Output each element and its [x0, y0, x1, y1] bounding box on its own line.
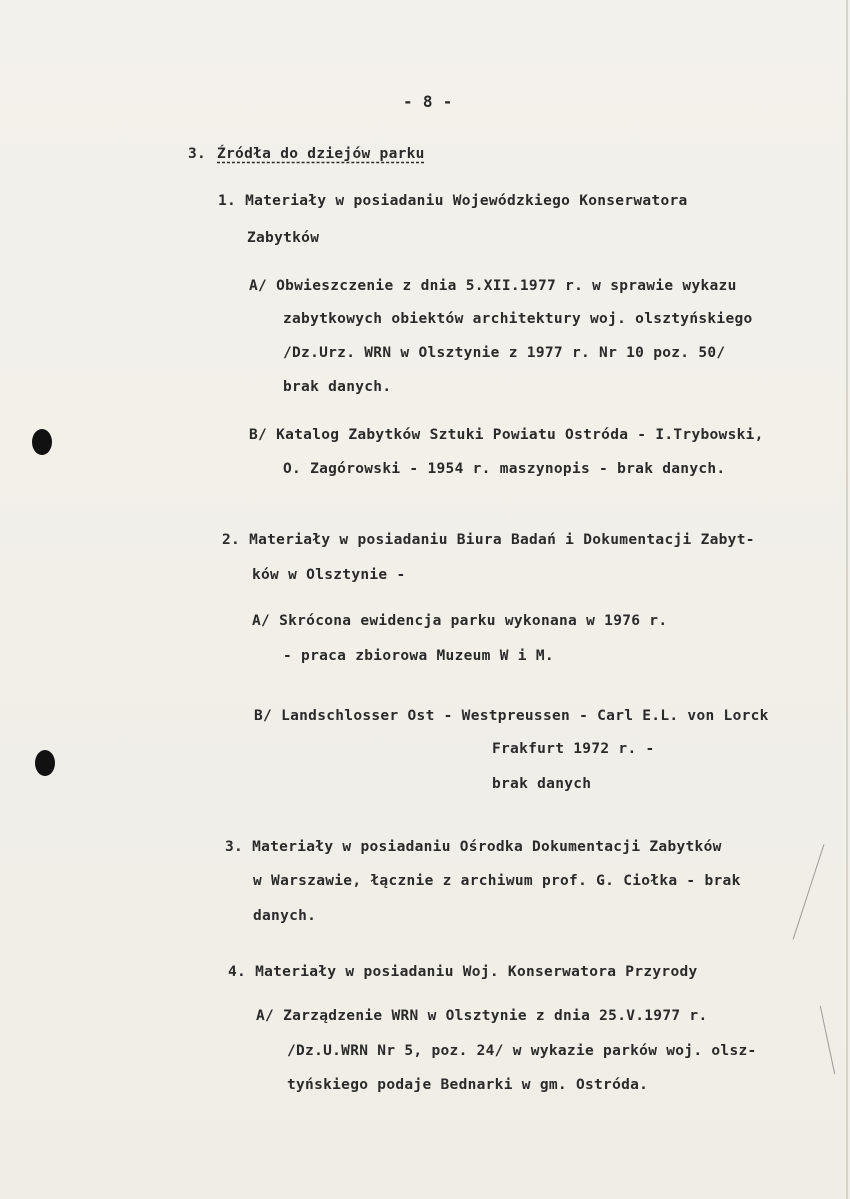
section-title: Źródła do dziejów parku: [217, 146, 425, 162]
item-4a-line-2: /Dz.U.WRN Nr 5, poz. 24/ w wykazie parków woj. olsz-: [287, 1043, 757, 1059]
item-2a-line-2: - praca zbiorowa Muzeum W i M.: [283, 648, 554, 664]
item-1b-line-1: B/ Katalog Zabytków Sztuki Powiatu Ostróda - I.Trybowski,: [249, 427, 764, 443]
punch-hole-top: [32, 429, 52, 455]
item-4-line-1: 4. Materiały w posiadaniu Woj. Konserwatora Przyrody: [228, 964, 698, 980]
item-3-line-1: 3. Materiały w posiadaniu Ośrodka Dokumentacji Zabytków: [225, 839, 722, 855]
item-1-line-2: Zabytków: [247, 230, 320, 246]
item-2b-line-3: brak danych: [492, 776, 592, 792]
item-1-line-1: 1. Materiały w posiadaniu Wojewódzkiego Konserwatora: [218, 193, 688, 209]
pencil-mark: [820, 1006, 836, 1075]
item-2-line-2: ków w Olsztynie -: [252, 567, 406, 583]
item-4a-line-3: tyńskiego podaje Bednarki w gm. Ostróda.: [287, 1077, 649, 1093]
item-1a-line-3: /Dz.Urz. WRN w Olsztynie z 1977 r. Nr 10 poz. 50/: [283, 345, 726, 361]
item-3-line-2: w Warszawie, łącznie z archiwum prof. G. Ciołka - brak: [253, 873, 741, 889]
item-1b-line-2: O. Zagórowski - 1954 r. maszynopis - brak danych.: [283, 461, 726, 477]
item-1a-line-2: zabytkowych obiektów architektury woj. olsztyńskiego: [283, 311, 753, 327]
page-edge: [846, 0, 848, 1199]
item-2b-line-1: B/ Landschlosser Ost - Westpreussen - Carl E.L. von Lorck: [254, 708, 769, 724]
item-2-line-1: 2. Materiały w posiadaniu Biura Badań i Dokumentacji Zabyt-: [222, 532, 755, 548]
item-4a-line-1: A/ Zarządzenie WRN w Olsztynie z dnia 25.V.1977 r.: [256, 1008, 708, 1024]
item-3-line-3: danych.: [253, 908, 317, 924]
section-number: 3.: [188, 146, 207, 162]
item-2b-line-2: Frakfurt 1972 r. -: [492, 741, 655, 757]
page-number: - 8 -: [403, 92, 453, 111]
item-2a-line-1: A/ Skrócona ewidencja parku wykonana w 1976 r.: [252, 613, 668, 629]
pencil-mark: [793, 844, 825, 939]
item-1a-line-1: A/ Obwieszczenie z dnia 5.XII.1977 r. w sprawie wykazu: [249, 278, 737, 294]
punch-hole-bottom: [35, 750, 55, 776]
item-1a-line-4: brak danych.: [283, 379, 392, 395]
